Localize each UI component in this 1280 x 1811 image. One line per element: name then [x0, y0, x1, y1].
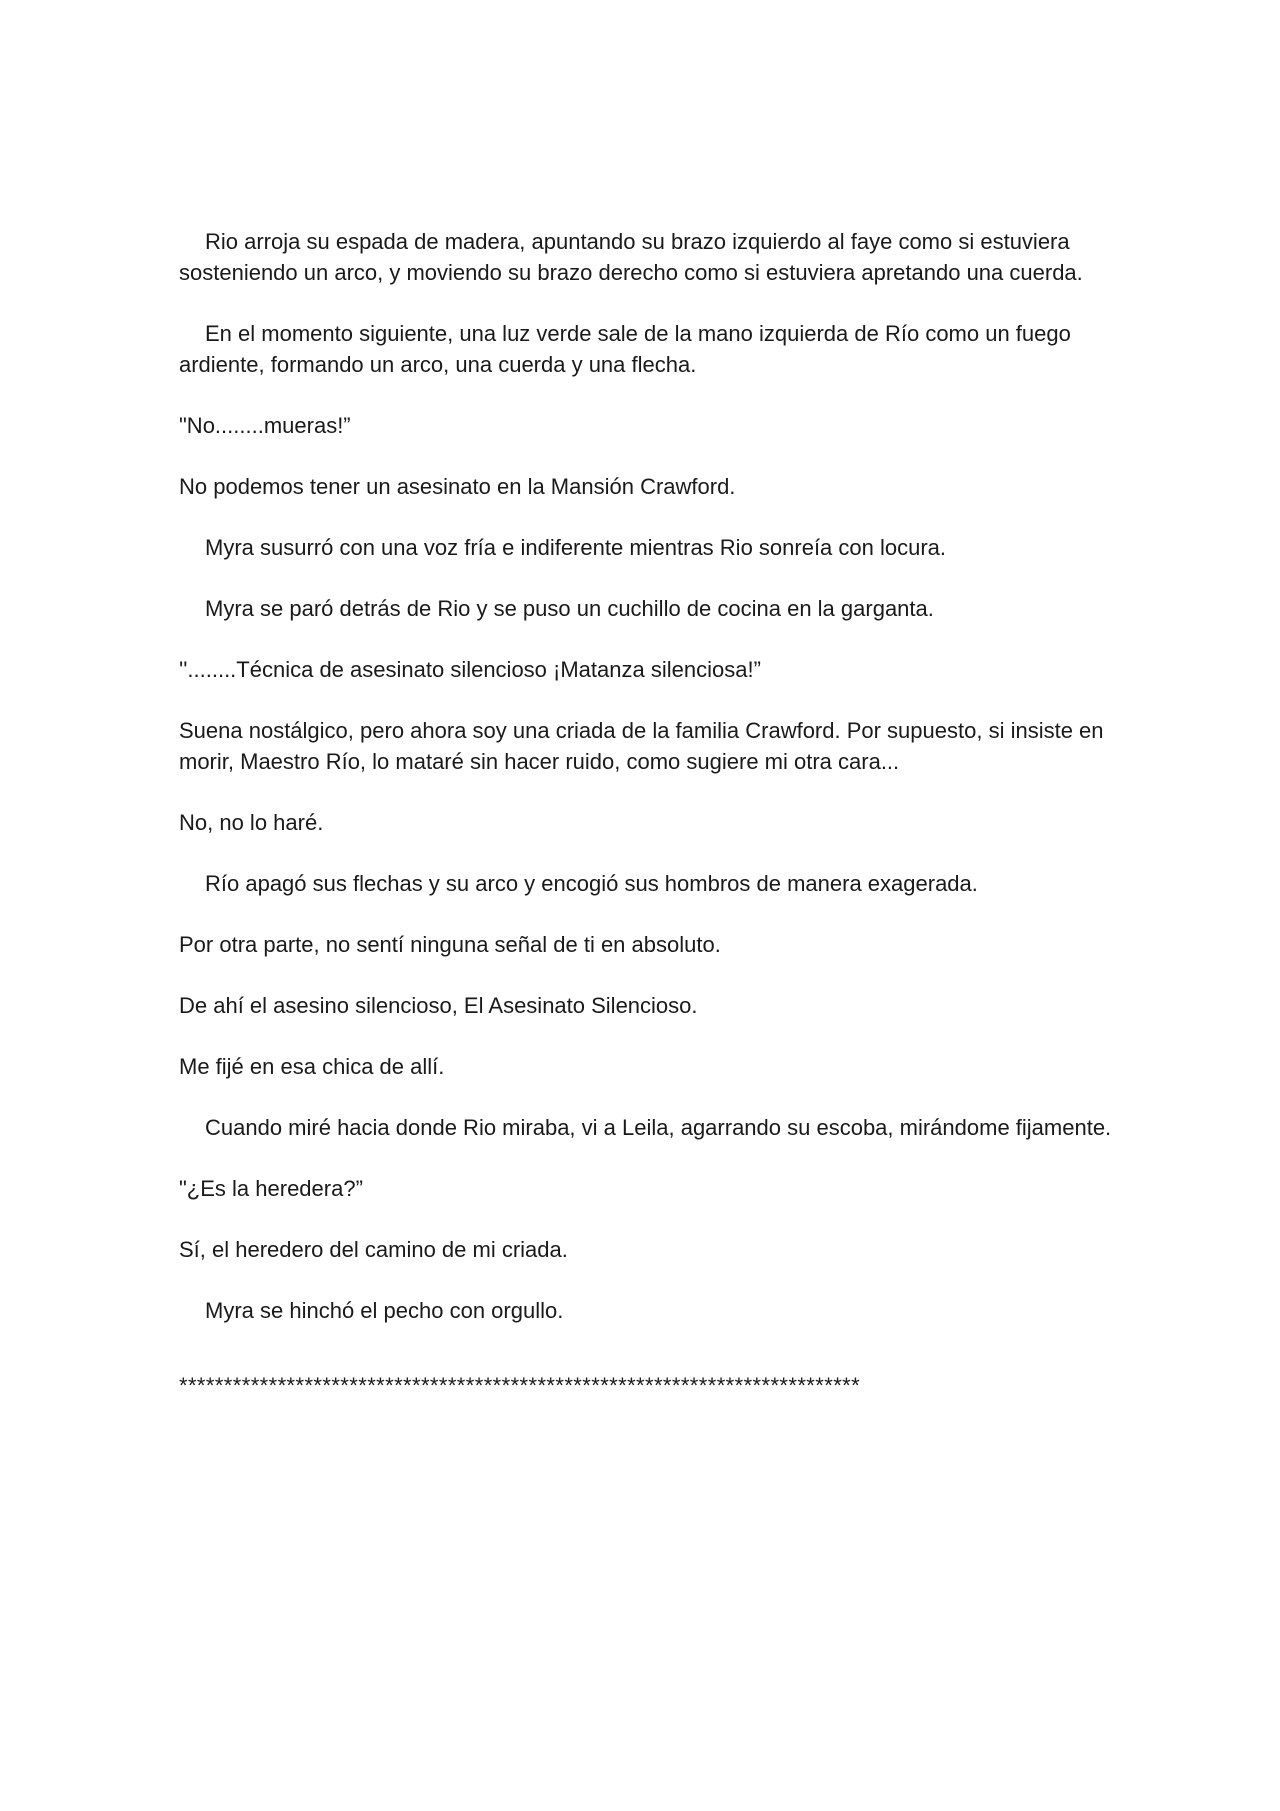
paragraph-15: "¿Es la heredera?” — [179, 1176, 363, 1201]
paragraph-17: Myra se hinchó el pecho con orgullo. — [205, 1298, 564, 1323]
paragraph-1: Rio arroja su espada de madera, apuntando su brazo izquierdo al faye como si estuviera sosteniendo un arco, y moviendo su brazo derecho como si estuviera apretando una cuerda. — [179, 229, 1083, 285]
paragraph-16: Sí, el heredero del camino de mi criada. — [179, 1237, 568, 1262]
document-body — [179, 226, 1119, 1401]
paragraph-8: Suena nostálgico, pero ahora soy una criada de la familia Crawford. Por supuesto, si insiste en morir, Maestro Río, lo mataré sin hacer ruido, como sugiere mi otra cara... — [179, 718, 1104, 774]
paragraph-10: Río apagó sus flechas y su arco y encogió sus hombros de manera exagerada. — [205, 871, 978, 896]
paragraph-2: En el momento siguiente, una luz verde sale de la mano izquierda de Río como un fuego ardiente, formando un arco, una cuerda y una flecha. — [179, 321, 1071, 377]
paragraph-14: Cuando miré hacia donde Rio miraba, vi a Leila, agarrando su escoba, mirándome fijamente. — [205, 1115, 1112, 1140]
paragraph-13: Me fijé en esa chica de allí. — [179, 1054, 445, 1079]
paragraph-12: De ahí el asesino silencioso, El Asesinato Silencioso. — [179, 993, 698, 1018]
paragraph-4: No podemos tener un asesinato en la Mansión Crawford. — [179, 474, 736, 499]
paragraph-6: Myra se paró detrás de Rio y se puso un cuchillo de cocina en la garganta. — [205, 596, 934, 621]
paragraph-3: "No........mueras!” — [179, 413, 351, 438]
paragraph-9: No, no lo haré. — [179, 810, 324, 835]
paragraph-11: Por otra parte, no sentí ninguna señal de ti en absoluto. — [179, 932, 721, 957]
section-separator: **************************************************************************** — [179, 1373, 861, 1398]
paragraph-7: ''........Técnica de asesinato silencioso ¡Matanza silenciosa!” — [179, 657, 761, 682]
paragraph-5: Myra susurró con una voz fría e indiferente mientras Rio sonreía con locura. — [205, 535, 947, 560]
